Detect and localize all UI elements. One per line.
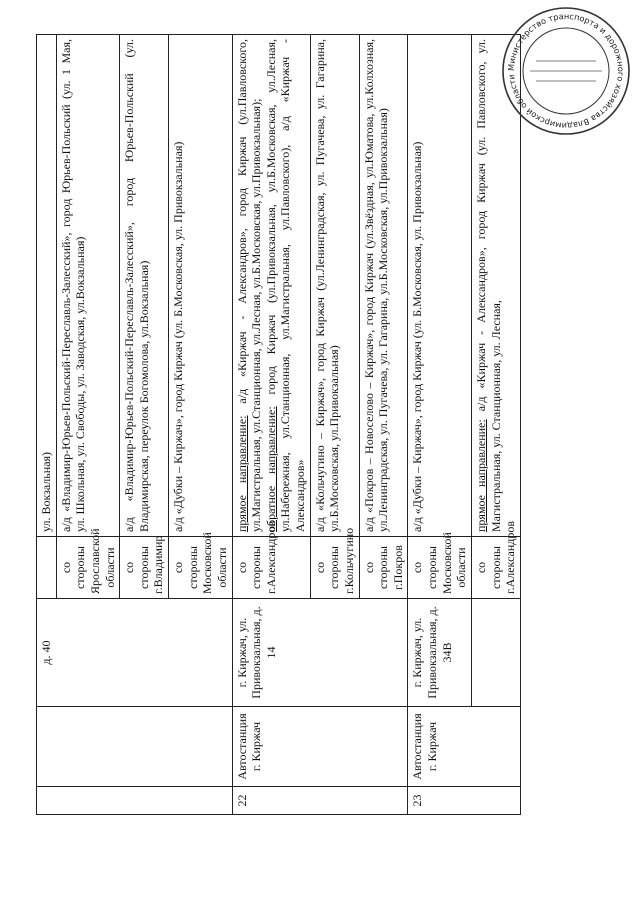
route-description [232, 35, 310, 537]
station-name: Автостанция г. Киржач [408, 707, 520, 787]
table-row [37, 35, 57, 815]
route-description: прямое направление: а/д «Киржач - Александров», город Киржач (ул. Павловского, ул. Магистральная, ул. Станционная, ул. Лесная, [471, 35, 520, 537]
row-number: 22 [232, 787, 408, 815]
route-description: а/д «Дубки – Киржач», город Киржач (ул. Б.Московская, ул. Привокзальная) [408, 35, 472, 537]
station-address: г. Киржач, ул. Привокзальная, д. 14 [232, 599, 408, 707]
direction-origin-empty [37, 537, 57, 599]
row-number: 23 [408, 787, 520, 815]
route-backward: обратное направление: город Киржач (ул.Привокзальная, ул.Б.Московская, ул.Лесная, ул.Набережная, ул.Станционная, ул.Магистральная, ул.Павловского), а/д «Киржач - Александров» [263, 39, 307, 532]
route-description: а/д «Владимир-Юрьев-Польский-Переславль-Залесский», город Юрьев-Польский (ул. 1 Мая, ул. Школьная, ул. Свободы, ул. Заводская, ул.Вокзальная) [56, 35, 120, 537]
direction-origin: со стороны г.Александров [232, 537, 310, 599]
direction-origin: со стороны г.Кольчугино [310, 537, 359, 599]
route-description: а/д «Дубки – Киржач», город Киржач (ул. Б.Московская, ул. Привокзальная) [169, 35, 233, 537]
table-row [408, 35, 472, 815]
route-forward: прямое направление: а/д «Киржач - Александров», город Киржач (ул.Павловского, ул.Магистральная, ул.Станционная, ул.Лесная, ул.Б.Московская, ул.Привокзальная); [234, 38, 264, 532]
row-number-empty [37, 787, 233, 815]
station-address: д. 40 [37, 599, 233, 707]
route-description: ул. Вокзальная) [37, 35, 57, 537]
station-address: г. Киржач, ул. Привокзальная, д. 34В [408, 599, 472, 707]
direction-origin: со стороны Московской области [408, 537, 472, 599]
official-stamp [500, 5, 632, 137]
table-row [232, 35, 310, 815]
direction-origin: со стороны г.Владимир [120, 537, 169, 599]
stamp-text: Министерство транспорта и дорожного хозяйства Владимирской области [505, 10, 627, 132]
station-address-empty [471, 599, 520, 707]
routes-table [36, 34, 521, 815]
direction-origin: со стороны Ярославской области [56, 537, 120, 599]
route-description: а/д «Покров – Новоселово – Киржач», город Киржач (ул.Звёздная, ул.Юматова, ул.Колхозная, ул.Ленинградская, ул. Пугачева, ул. Гагарина, ул.Б.Московская, ул.Привокзальная) [359, 35, 408, 537]
direction-origin: со стороны г.Покров [359, 537, 408, 599]
route-description: а/д «Владимир-Юрьев-Польский-Переславль-Залесский», город Юрьев-Польский (ул. Владимирская, переулок Богомолова, ул.Вокзальная) [120, 35, 169, 537]
direction-origin: со стороны Московской области [169, 537, 233, 599]
route-description: а/д «Кольчугино – Киржач», город Киржач (ул.Ленинградская, ул. Пугачева, ул. Гагарина, ул.Б.Московская, ул.Привокзальная) [310, 35, 359, 537]
table-row [471, 35, 520, 815]
direction-origin: со стороны г.Александров [471, 537, 520, 599]
station-cell-empty [37, 707, 233, 787]
station-name: Автостанция г. Киржач [232, 707, 408, 787]
